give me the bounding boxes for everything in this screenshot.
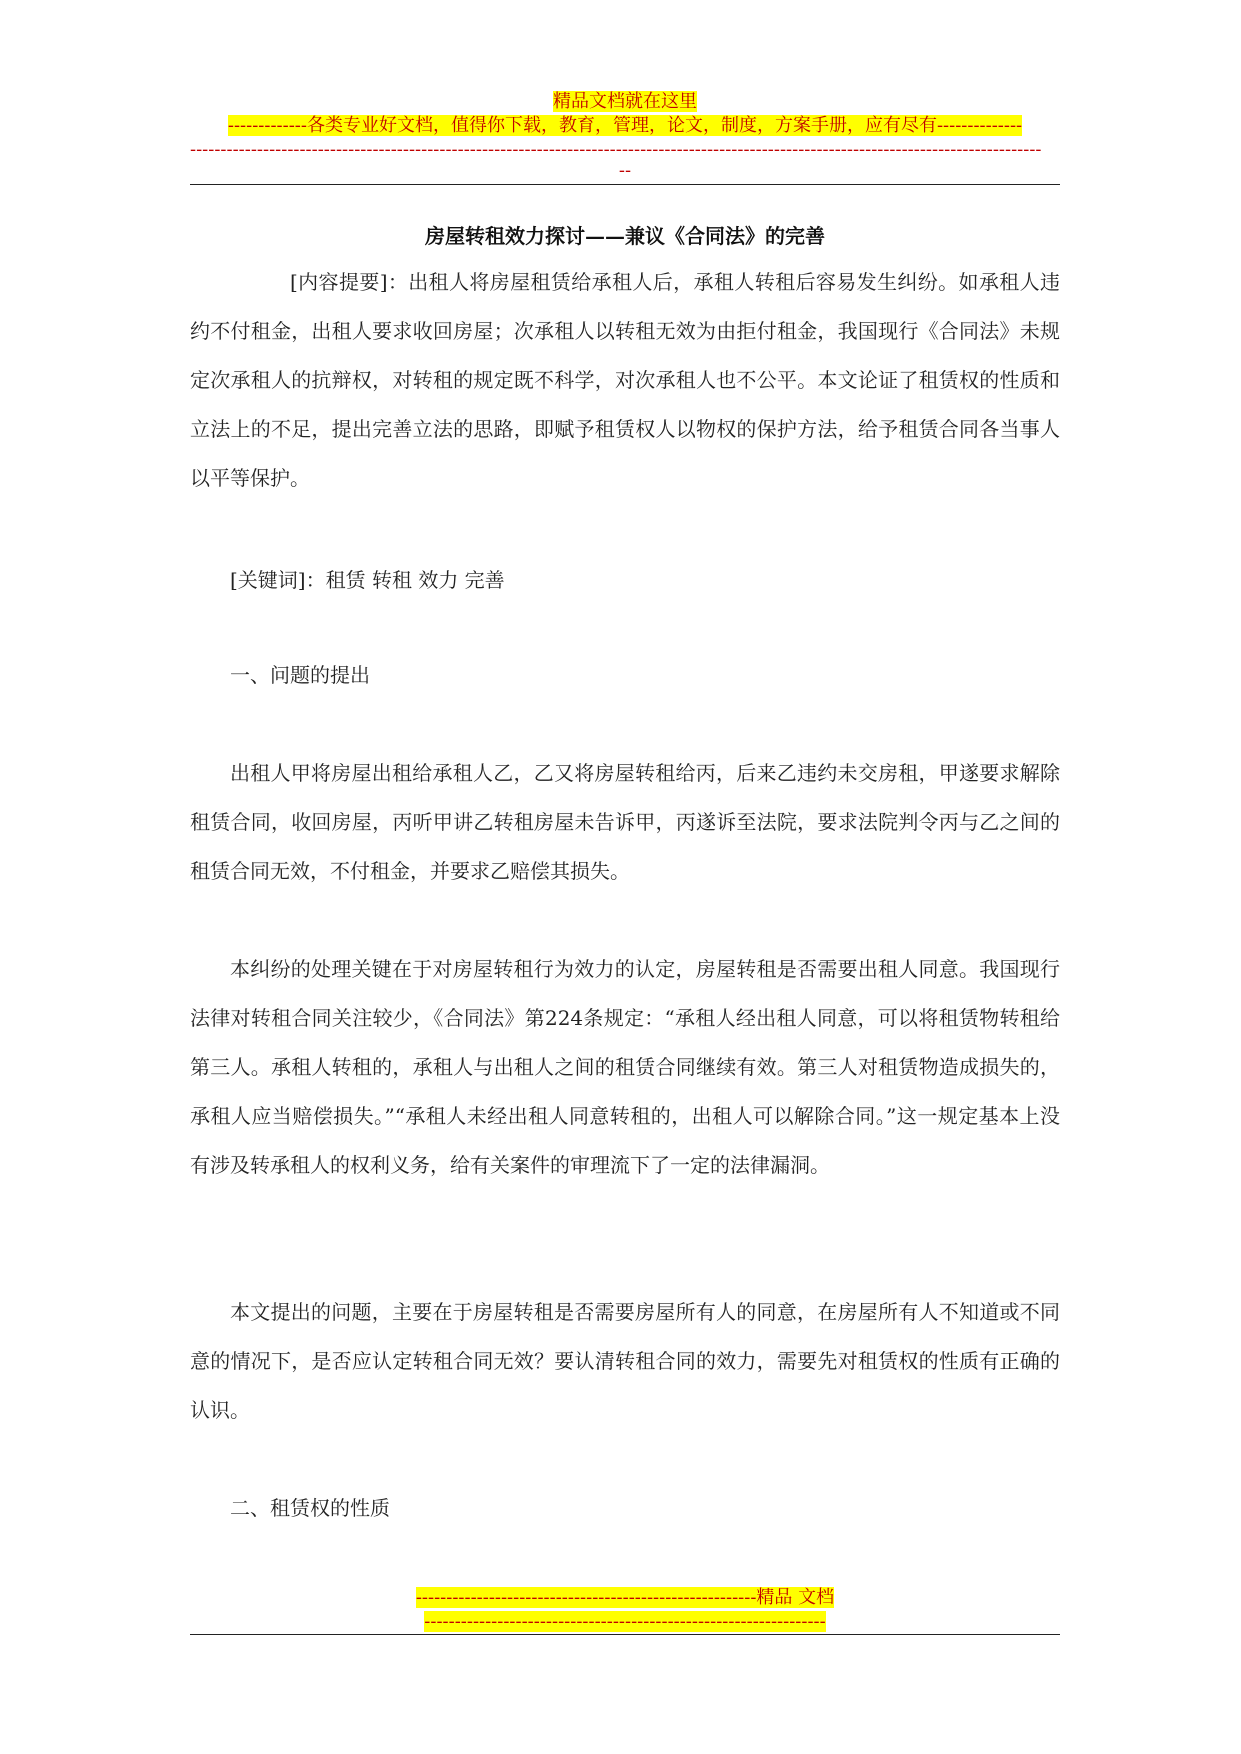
- header-dashes-line: --------------------------------------------------------------------------------------------------------------------------------------------: [190, 139, 1042, 160]
- document-title: 房屋转租效力探讨——兼议《合同法》的完善: [425, 224, 825, 248]
- header-slogan: -------------各类专业好文档，值得你下载，教育，管理，论文，制度，方案手册，应有尽有--------------: [227, 115, 1023, 136]
- footer-line-1: --------------------------------------------------------精品 文档: [415, 1587, 835, 1608]
- section-heading-1: 一、问题的提出: [230, 663, 370, 687]
- body-paragraph-3: 本文提出的问题，主要在于房屋转租是否需要房屋所有人的同意，在房屋所有人不知道或不同意的情况下，是否应认定转租合同无效？要认清转租合同的效力，需要先对租赁权的性质有正确的认识。: [190, 1300, 1060, 1422]
- footer-line-2: ------------------------------------------------------------------: [424, 1611, 826, 1632]
- header-divider: [190, 184, 1060, 185]
- keywords-line: [关键词]：租赁 转租 效力 完善: [230, 568, 505, 592]
- header-dashes-tail-wrap: [190, 160, 1060, 181]
- body-paragraph-2: 本纠纷的处理关键在于对房屋转租行为效力的认定，房屋转租是否需要出租人同意。我国现行法律对转租合同关注较少，《合同法》第224条规定：“承租人经出租人同意，可以将租赁物转租给第三人。承租人转租的，承租人与出租人之间的租赁合同继续有效。第三人对租赁物造成损失的，承租人应当赔偿损失。”“承租人未经出租人同意转租的，出租人可以解除合同。”这一规定基本上没有涉及转承租人的权利义务，给有关案件的审理流下了一定的法律漏洞。: [190, 957, 1060, 1177]
- header-dashes-tail: --: [618, 160, 632, 181]
- footer-line-2-wrap: [190, 1610, 1060, 1633]
- footer-line-1-wrap: [190, 1586, 1060, 1609]
- header-title: 精品文档就在这里: [553, 91, 697, 112]
- footer-divider: [190, 1634, 1060, 1635]
- header-slogan-wrap: [190, 114, 1060, 137]
- abstract-paragraph: [内容提要]：出租人将房屋租赁给承租人后，承租人转租后容易发生纠纷。如承租人违约不付租金，出租人要求收回房屋；次承租人以转租无效为由拒付租金，我国现行《合同法》未规定次承租人的抗辩权，对转租的规定既不科学，对次承租人也不公平。本文论证了租赁权的性质和立法上的不足，提出完善立法的思路，即赋予租赁权人以物权的保护方法，给予租赁合同各当事人以平等保护。: [190, 270, 1060, 490]
- header-title-wrap: [190, 90, 1060, 113]
- section-heading-2: 二、租赁权的性质: [230, 1496, 390, 1520]
- body-paragraph-1: 出租人甲将房屋出租给承租人乙，乙又将房屋转租给丙，后来乙违约未交房租，甲遂要求解除租赁合同，收回房屋，丙听甲讲乙转租房屋未告诉甲，丙遂诉至法院，要求法院判令丙与乙之间的租赁合同无效，不付租金，并要求乙赔偿其损失。: [190, 761, 1060, 883]
